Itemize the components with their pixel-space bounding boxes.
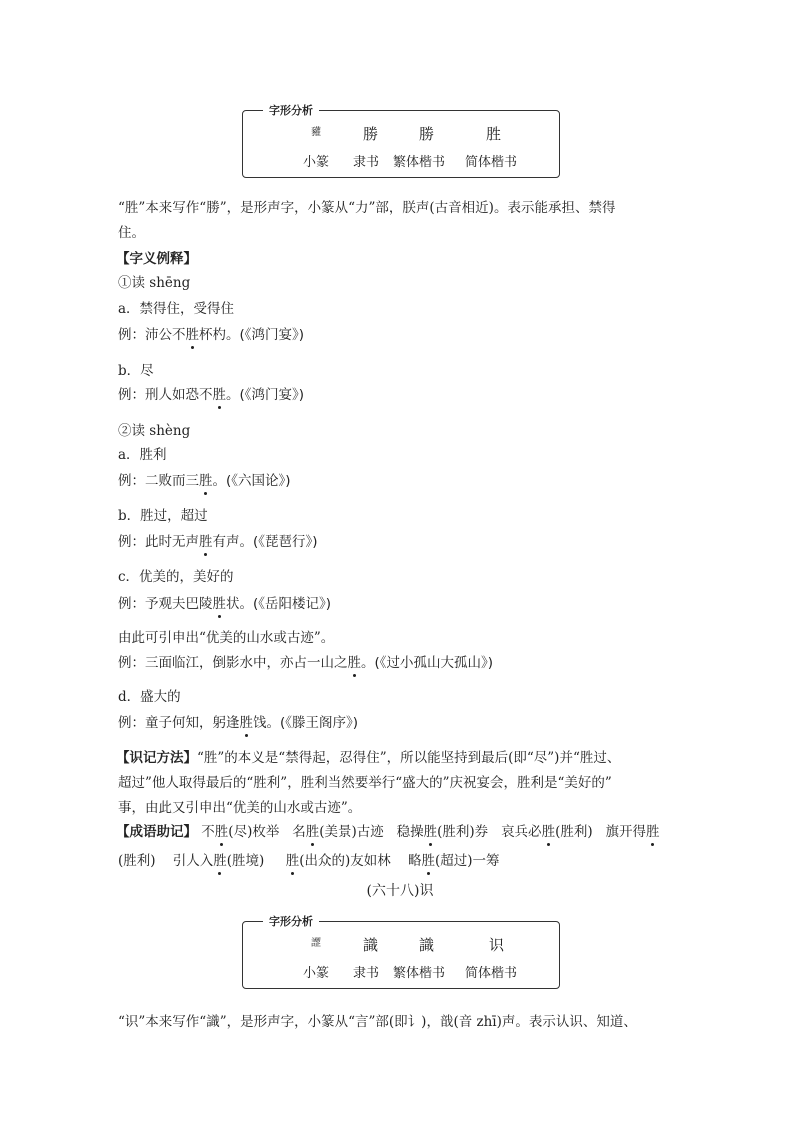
seal-label: 小篆	[303, 155, 330, 170]
idiom-item: 略胜(超过)一筹	[407, 853, 500, 869]
idioms-row-1	[116, 822, 706, 842]
box-title: 字形分析	[263, 913, 319, 929]
memory-method-line-1: 【识记方法】“胜”的本义是“禁得起，忍得住”，所以能坚持到最后(即“尽”)并“胜过、	[116, 750, 621, 766]
traditional-label: 繁体楷书	[393, 966, 446, 981]
idiom-item: 哀兵必胜(胜利)	[501, 824, 593, 840]
memory-method-line-2: 超过”他人取得最后的“胜利”，胜利当然要举行“盛大的”庆祝宴会，胜利是“美好的”	[118, 775, 612, 791]
sense-2a: a．胜利	[118, 447, 167, 463]
memory-method-line-3: 事，由此又引申出“优美的山水或古迹”。	[118, 800, 362, 816]
traditional-label: 繁体楷书	[393, 155, 446, 170]
clerical-label: 隶书	[353, 155, 380, 170]
intro-2: “识”本来写作“識”，是形声字，小篆从“言”部(即讠)，戠(音 zhī)声。表示认识、知道、	[118, 1014, 637, 1030]
simplified-glyph: 识	[489, 936, 505, 954]
idioms-label: 【成语助记】	[116, 824, 197, 840]
example-2c-2: 例：三面临江，倒影水中，亦占一山之胜。(《过小孤山大孤山》)	[118, 655, 494, 671]
idiom-item: 不胜(尽)枚举	[201, 824, 280, 840]
emphasis-mark: 胜	[212, 387, 226, 403]
example-2d: 例：童子何知，躬逢胜饯。(《滕王阁序》)	[118, 715, 359, 731]
simplified-label: 简体楷书	[465, 966, 518, 981]
intro-line-1: “胜”本来写作“勝”，是形声字，小篆从“力”部，朕声(古音相近)。表示能承担、禁得	[118, 200, 616, 216]
example-1b: 例：刑人如恐不胜。(《鸿门宴》)	[118, 387, 305, 403]
emphasis-mark: 胜	[199, 473, 213, 489]
emphasis-mark: 胜	[212, 596, 226, 612]
clerical-glyph: 識	[363, 936, 379, 954]
idiom-item-continued: (胜利)	[118, 853, 156, 869]
idiom-item: 旗开得胜	[605, 824, 660, 840]
emphasis-mark: 胜	[185, 327, 199, 343]
sense-1b: b．尽	[118, 363, 154, 379]
example-2c: 例：予观夫巴陵胜状。(《岳阳楼记》)	[118, 596, 332, 612]
extension-note: 由此可引申出“优美的山水或古迹”。	[118, 630, 335, 646]
glyph-analysis-box	[242, 104, 560, 178]
box-title: 字形分析	[263, 102, 319, 118]
reading-1: ①读 shēng	[118, 275, 191, 291]
example-2b: 例：此时无声胜有声。(《琵琶行》)	[118, 534, 318, 550]
traditional-glyph: 識	[419, 936, 435, 954]
seal-label: 小篆	[303, 966, 330, 981]
seal-glyph: 䝔	[311, 127, 320, 138]
emphasis-mark: 胜	[239, 715, 253, 731]
traditional-glyph: 勝	[419, 125, 435, 143]
glyph-analysis-box-2	[242, 915, 560, 989]
section-title: (六十八)识	[366, 883, 434, 899]
sense-2b: b．胜过，超过	[118, 508, 208, 524]
seal-glyph: 䜀	[311, 938, 320, 949]
idiom-item: 胜(出众的)友如林	[285, 853, 391, 869]
sense-1a: a．禁得住，受得住	[118, 301, 235, 317]
idiom-item: 引人入胜(胜境)	[172, 853, 265, 869]
clerical-glyph: 勝	[363, 125, 379, 143]
clerical-label: 隶书	[353, 966, 380, 981]
section-header: 【字义例释】	[116, 251, 197, 267]
emphasis-mark: 胜	[199, 534, 213, 550]
intro-line-2: 住。	[118, 225, 145, 241]
idiom-item: 稳操胜(胜利)券	[396, 824, 489, 840]
emphasis-mark: 胜	[347, 655, 361, 671]
simplified-label: 简体楷书	[465, 155, 518, 170]
example-2a: 例：二败而三胜。(《六国论》)	[118, 473, 291, 489]
example-1a: 例：沛公不胜杯杓。(《鸿门宴》)	[118, 327, 305, 343]
reading-2: ②读 shèng	[118, 423, 191, 439]
idioms-row-2	[118, 851, 708, 871]
sense-2d: d．盛大的	[118, 689, 181, 705]
idiom-item: 名胜(美景)古迹	[292, 824, 384, 840]
simplified-glyph: 胜	[486, 125, 502, 143]
sense-2c: c．优美的，美好的	[118, 569, 234, 585]
